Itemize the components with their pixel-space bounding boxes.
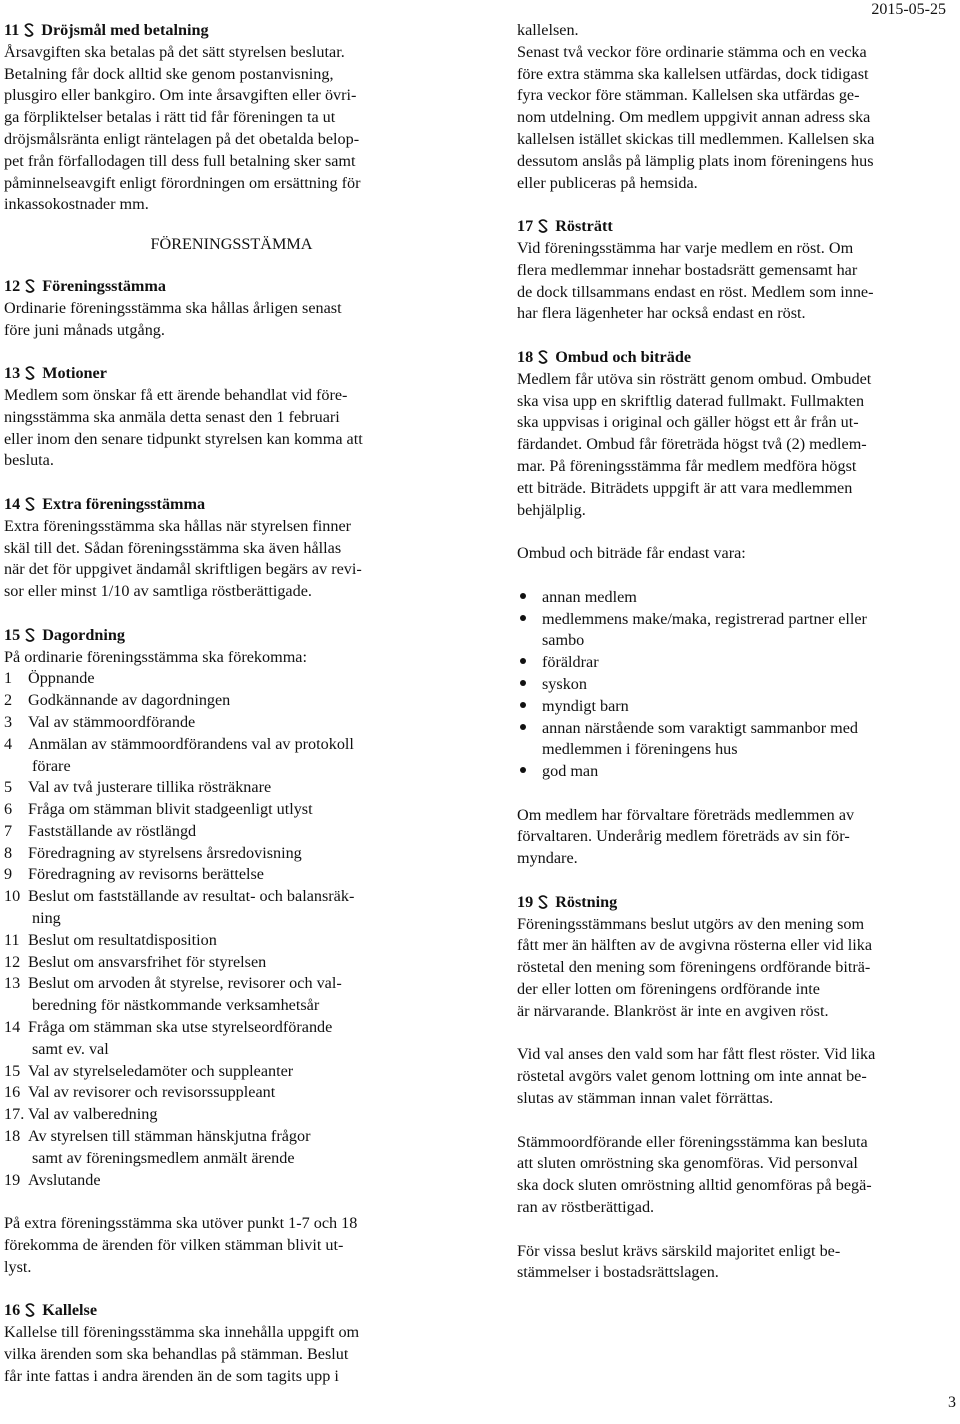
bullet-icon (520, 680, 526, 686)
text-line: förvaltaren. Underårig medlem företräds av sin för- (517, 827, 850, 846)
text-line: ska visa upp en skriftlig daterad fullmakt. Fullmakten (517, 391, 865, 410)
text-line: stämmelser i bostadsrättslagen. (517, 1263, 719, 1282)
agenda-item-text: Godkännande av dagordningen (28, 691, 231, 710)
section-body (4, 385, 459, 472)
section-title: Kallelse (42, 1301, 98, 1320)
agenda-item-text: Fråga om stämman blivit stadgeenligt utlyst (28, 800, 313, 819)
list-item (517, 587, 960, 609)
agenda-item-text: Öppnande (28, 669, 95, 688)
agenda-item (4, 821, 459, 843)
agenda-item-text: Beslut om ansvarsfrihet för styrelsen (28, 952, 267, 971)
section-symbol-icon (537, 895, 549, 909)
section-number: 16 (4, 1301, 21, 1320)
agenda-item (4, 734, 459, 756)
text-line: är närvarande. Blankröst är inte en avgiven röst. (517, 1001, 829, 1020)
agenda-item (4, 1061, 459, 1083)
section-13 (4, 363, 459, 472)
bullet-icon (520, 724, 526, 730)
section-body (4, 42, 459, 216)
agenda-intro: På ordinarie föreningsstämma ska förekomma: (4, 647, 307, 666)
agenda-item (4, 668, 459, 690)
list-item-text: medlemmens make/maka, registrerad partner eller (542, 609, 867, 628)
text-line: sor eller minst 1/10 av samtliga röstberättigade. (4, 582, 312, 601)
text-line: För vissa beslut krävs särskild majoritet enligt be- (517, 1241, 841, 1260)
section-number: 15 (4, 625, 21, 644)
text-line: Betalning får dock alltid ske genom postanvisning, (4, 64, 334, 83)
text-line: behjälplig. (517, 500, 586, 519)
text-line: skäl till det. Sådan föreningsstämma ska även hållas (4, 538, 342, 557)
section-symbol-icon (537, 350, 549, 364)
agenda-item-number: 2 (4, 691, 13, 710)
text-line: mar. På föreningsstämma får medlem medföra högst (517, 456, 857, 475)
text-line: der eller lotten om föreningens ordförande inte (517, 980, 820, 999)
text-line: lyst. (4, 1257, 32, 1276)
agenda-item (4, 1104, 459, 1126)
section-number: 14 (4, 494, 21, 513)
agenda-item-number: 16 (4, 1083, 21, 1102)
text-line: Vid val anses den vald som har fått flest röster. Vid lika (517, 1045, 876, 1064)
text-line: att sluten omröstning ska genomföras. Vid personval (517, 1154, 858, 1173)
agenda-item-text: Anmälan av stämmoordförandens val av protokoll (28, 734, 354, 753)
section-title: Röstning (555, 892, 618, 911)
section-body (4, 516, 459, 603)
agenda-item (4, 690, 459, 712)
section-number: 19 (517, 892, 534, 911)
agenda-item (4, 952, 459, 974)
section-heading (517, 347, 960, 369)
text-line: de dock tillsammans endast en röst. Medlem som inne- (517, 282, 874, 301)
agenda-item-text: Beslut om fastställande av resultat- och balansräk- (28, 887, 355, 906)
agenda-item-number: 9 (4, 865, 13, 884)
agenda-item (4, 756, 459, 778)
section-title: Ombud och biträde (555, 347, 692, 366)
section-title: Motioner (42, 364, 107, 383)
agenda-item (4, 930, 459, 952)
section-symbol-icon (24, 279, 36, 293)
chapter-heading: FÖRENINGSSTÄMMA (150, 235, 313, 254)
section-15-heading (4, 625, 459, 647)
section-heading (4, 494, 459, 516)
agenda-item-number: 13 (4, 974, 21, 993)
text-line: Årsavgiften ska betalas på det sätt styrelsen beslutar. (4, 42, 345, 61)
text-line: Senast två veckor före ordinarie stämma och en vecka (517, 42, 867, 61)
agenda-item-text: Val av valberedning (28, 1105, 158, 1124)
agenda-item-number: 12 (4, 952, 21, 971)
text-line: plusgiro eller bankgiro. Om inte årsavgiften eller övri- (4, 86, 357, 105)
text-line: nom utdelning. Om medlem uppgivit annan adress ska (517, 108, 871, 127)
agenda-list (4, 668, 459, 1191)
section-body (4, 1322, 459, 1387)
agenda-item-text: samt av föreningsmedlem anmält ärende (32, 1148, 295, 1167)
section-title: Extra föreningsstämma (42, 494, 206, 513)
text-line: pet från förfallodagen till dess full betalning sker samt (4, 151, 356, 170)
list-item (517, 609, 960, 653)
list-item-text: god man (542, 762, 599, 781)
agenda-item (4, 799, 459, 821)
agenda-item-number: 1 (4, 669, 13, 688)
agenda-item (4, 712, 459, 734)
text-line: ran av röstberättigad. (517, 1198, 655, 1217)
text-line: eller inom den senare tidpunkt styrelsen kan komma att (4, 429, 363, 448)
extra-stamma-text (4, 1213, 459, 1278)
list-item-text: myndigt barn (542, 696, 629, 715)
section-19-heading (517, 892, 960, 914)
agenda-item (4, 1148, 459, 1170)
text-line: flera medlemmar innehar bostadsrätt gemensamt har (517, 260, 858, 279)
text-line: Vid föreningsstämma har varje medlem en röst. Om (517, 238, 854, 257)
section-number: 11 (4, 21, 20, 39)
text-line: dröjsmålsränta enligt räntelagen på det obetalda belop- (4, 129, 360, 148)
agenda-item-text: beredning för nästkommande verksamhetsår (32, 996, 320, 1015)
text-line: fått mer än hälften av de avgivna rösterna eller vid lika (517, 936, 873, 955)
section-symbol-icon (24, 1303, 36, 1317)
text-line: Ordinarie föreningsstämma ska hållas årligen senast (4, 298, 342, 317)
section-heading (4, 1300, 459, 1322)
text-line: har flera lägenheter har också endast en röst. (517, 304, 806, 323)
right-column (517, 20, 960, 1284)
agenda-item (4, 1170, 459, 1192)
agenda-item (4, 1126, 459, 1148)
section-15 (4, 625, 459, 1279)
section-title: Föreningsstämma (42, 276, 166, 295)
agenda-item-number: 8 (4, 843, 13, 862)
section-number: 18 (517, 347, 534, 366)
text-line: eller publiceras på hemsida. (517, 173, 698, 192)
voting-paragraph-3 (517, 1132, 960, 1219)
text-line: fyra veckor före stämman. Kallelsen ska utfärdas ge- (517, 86, 860, 105)
text-line: vilka ärenden som ska behandlas på stämman. Beslut (4, 1345, 349, 1364)
section-number: 12 (4, 276, 21, 295)
agenda-item-text: Val av styrelseledamöter och suppleanter (28, 1061, 294, 1080)
text-line: kallelsen. (517, 21, 579, 39)
agenda-item (4, 973, 459, 995)
section-symbol-icon (24, 497, 36, 511)
section-body (517, 369, 960, 522)
text-line: påminnelseavgift enligt förordningen om ersättning för (4, 173, 361, 192)
section-symbol-icon (24, 628, 36, 642)
agenda-item-number: 7 (4, 821, 13, 840)
section-heading (4, 276, 459, 298)
list-item-text: medlemmen i föreningens hus (542, 740, 738, 759)
agenda-item (4, 1082, 459, 1104)
text-line: Stämmoordförande eller föreningsstämma kan besluta (517, 1132, 868, 1151)
agenda-item-text: Fastställande av röstlängd (28, 821, 197, 840)
text-line: ska uppvisas i original och gäller högst ett år från ut- (517, 413, 859, 432)
agenda-item-text: Beslut om resultatdisposition (28, 930, 217, 949)
text-line: Extra föreningsstämma ska hållas när styrelsen finner (4, 516, 352, 535)
agenda-item-number: 17. (4, 1105, 25, 1124)
text-line: före juni månads utgång. (4, 320, 165, 339)
bullet-icon (520, 615, 526, 621)
text-line: Medlem som önskar få ett ärende behandlat vid före- (4, 385, 348, 404)
list-item (517, 696, 960, 718)
text-line: slutas av stämman innan valet förrättas. (517, 1089, 774, 1108)
agenda-item-number: 18 (4, 1127, 21, 1146)
section-title: Dröjsmål med betalning (41, 21, 209, 39)
list-item-text: syskon (542, 674, 587, 693)
agenda-item-number: 6 (4, 800, 13, 819)
text-line: Medlem får utöva sin rösträtt genom ombud. Ombudet (517, 369, 872, 388)
agenda-item-text: Val av revisorer och revisorssuppleant (28, 1083, 276, 1102)
bullet-icon (520, 593, 526, 599)
agenda-item-text: Avslutande (28, 1170, 101, 1189)
text-line: myndare. (517, 849, 578, 868)
section-heading (517, 216, 960, 238)
list-item (517, 674, 960, 696)
agenda-item-number: 15 (4, 1061, 21, 1080)
text-line: ga förpliktelser betalas i rätt tid får föreningen ta ut (4, 108, 336, 127)
section-14 (4, 494, 459, 603)
text-line: färdandet. Ombud får företräda högst två (2) medlem- (517, 435, 867, 454)
list-item-text: annan medlem (542, 587, 637, 606)
voting-paragraph-4 (517, 1241, 960, 1285)
section-title: Rösträtt (555, 217, 613, 236)
section-symbol-icon (24, 366, 36, 380)
agenda-item-text: Val av stämmoordförande (28, 712, 196, 731)
agenda-item-text: ning (32, 909, 61, 928)
bullet-icon (520, 767, 526, 773)
text-line: får inte fattas i andra ärenden än de som tagits upp i (4, 1366, 339, 1385)
text-line: besluta. (4, 451, 54, 470)
agenda-item (4, 908, 459, 930)
text-line: dessutom anslås på lämplig plats inom föreningens hus (517, 151, 874, 170)
text-line: när det för uppgivet ändamål skriftligen begärs av revi- (4, 560, 362, 579)
agenda-item-number: 10 (4, 887, 21, 906)
section-number: 17 (517, 217, 534, 236)
text-line: På extra föreningsstämma ska utöver punkt 1-7 och 18 (4, 1214, 358, 1233)
section-heading (4, 363, 459, 385)
section-number: 13 (4, 364, 21, 383)
text-line: förekomma de ärenden för vilken stämman blivit ut- (4, 1236, 344, 1255)
section-symbol-icon (537, 219, 549, 233)
section-body (517, 238, 960, 325)
text-line: Föreningsstämmans beslut utgörs av den mening som (517, 914, 865, 933)
section-18-body (517, 347, 960, 521)
section-19 (517, 892, 960, 1284)
agenda-item-text: Föredragning av revisorns berättelse (28, 865, 264, 884)
list-item-text: annan närstående som varaktigt sammanbor med (542, 718, 859, 737)
agenda-item-number: 3 (4, 712, 13, 731)
section-heading (4, 20, 459, 42)
agenda-item-number: 14 (4, 1018, 21, 1037)
text-line: ningsstämma ska anmäla detta senast den 1 februari (4, 407, 340, 426)
list-intro: Ombud och biträde får endast vara: (517, 544, 746, 563)
section-18 (517, 347, 960, 870)
text-line: Om medlem har förvaltare företräds medlemmen av (517, 805, 855, 824)
bullet-icon (520, 702, 526, 708)
agenda-item-number: 5 (4, 778, 13, 797)
agenda-item-number: 4 (4, 734, 13, 753)
agenda-item (4, 1039, 459, 1061)
list-item (517, 652, 960, 674)
proxy-list (517, 587, 960, 783)
agenda-item-text: samt ev. val (32, 1039, 109, 1058)
section-16-continued (517, 20, 960, 194)
voting-paragraph-1 (517, 914, 960, 1023)
section-16 (4, 1300, 459, 1387)
text-line: Kallelse till föreningsstämma ska innehålla uppgift om (4, 1323, 360, 1342)
agenda-item-number: 19 (4, 1170, 21, 1189)
agenda-item-text: Fråga om stämman ska utse styrelseordförande (28, 1018, 333, 1037)
section-title: Dagordning (42, 625, 125, 644)
text-line: före extra stämma ska kallelsen utfärdas, dock tidigast (517, 64, 869, 83)
page-date: 2015-05-25 (871, 1, 946, 18)
list-item (517, 718, 960, 762)
text-line: röstetal den mening som föreningens ordförande biträ- (517, 958, 871, 977)
agenda-item (4, 1017, 459, 1039)
section-12 (4, 276, 459, 341)
agenda-item-text: Föredragning av styrelsens årsredovisning (28, 843, 302, 862)
left-column (4, 20, 459, 1388)
voting-paragraph-2 (517, 1044, 960, 1109)
agenda-item-text: förare (32, 756, 71, 775)
text-line: ska dock sluten omröstning alltid genomföras på begä- (517, 1176, 872, 1195)
agenda-item-text: Val av två justerare tillika rösträknare (28, 778, 272, 797)
text-line: röstetal avgörs valet genom lottning om inte annat be- (517, 1067, 867, 1086)
section-17 (517, 216, 960, 325)
text-line: inkassokostnader mm. (4, 195, 149, 214)
agenda-item-text: Av styrelsen till stämman hänskjutna frågor (28, 1127, 311, 1146)
list-item (517, 761, 960, 783)
text-line: kallelsen istället skickas till medlemmen. Kallelsen ska (517, 129, 875, 148)
agenda-item (4, 995, 459, 1017)
section-11 (4, 20, 459, 216)
section-symbol-icon (23, 23, 35, 37)
agenda-item (4, 777, 459, 799)
text-line: ett biträde. Biträdets uppgift är att vara medlemmen (517, 478, 853, 497)
agenda-item (4, 886, 459, 908)
bullet-icon (520, 658, 526, 664)
agenda-item (4, 843, 459, 865)
list-item-text: sambo (542, 631, 585, 650)
agenda-item (4, 864, 459, 886)
page-number: 3 (948, 1394, 956, 1411)
agenda-item-number: 11 (4, 930, 20, 949)
guardian-text (517, 805, 960, 870)
list-item-text: föräldrar (542, 653, 599, 672)
section-body (4, 298, 459, 342)
agenda-item-text: Beslut om arvoden åt styrelse, revisorer och val- (28, 974, 342, 993)
